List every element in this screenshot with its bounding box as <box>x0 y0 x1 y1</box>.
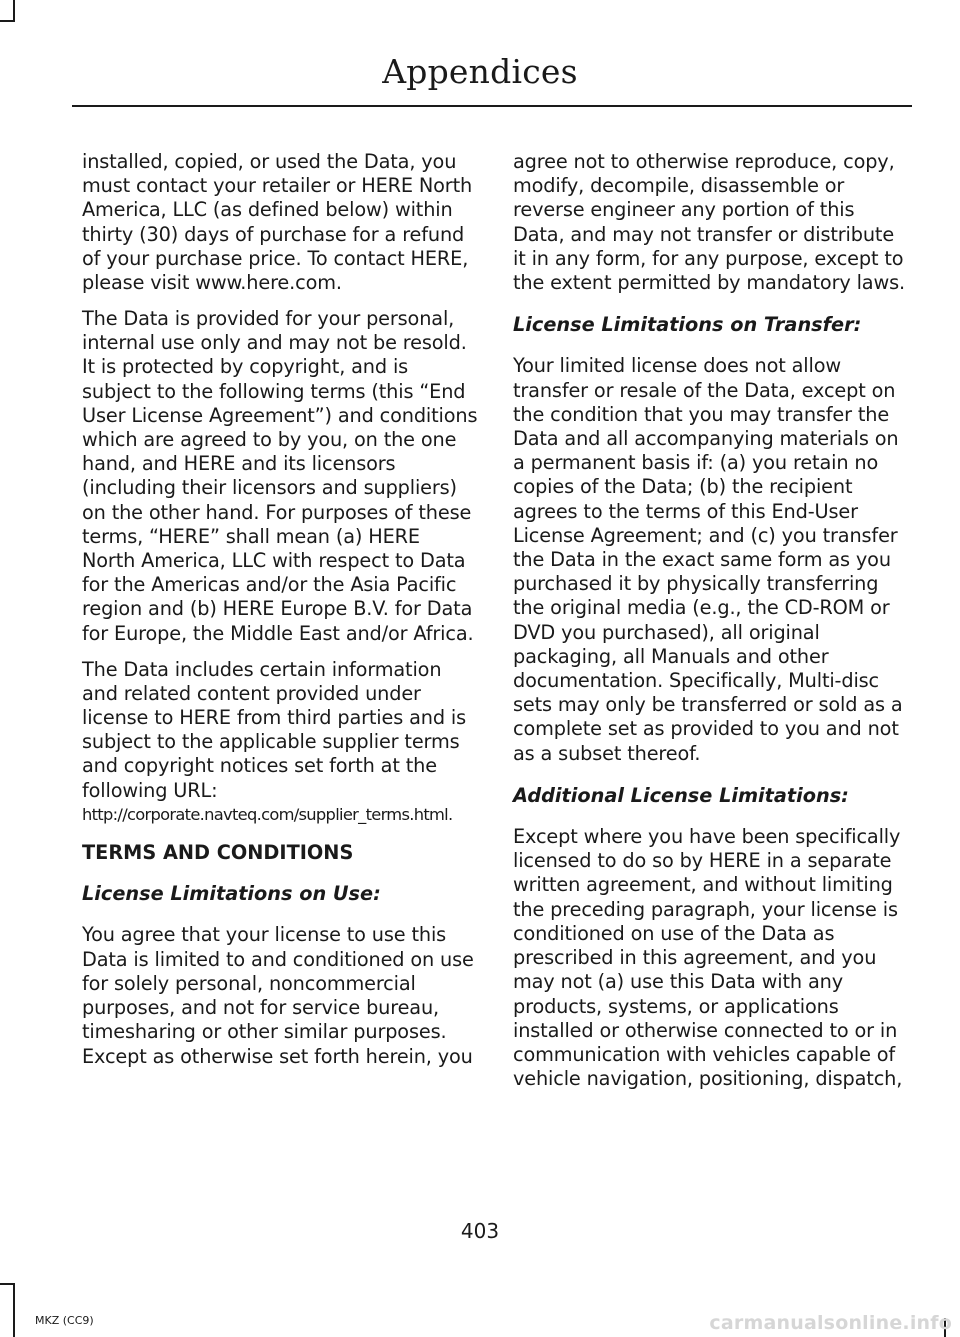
crop-mark-bottom-left <box>13 1283 15 1337</box>
subheading-additional: Additional License Limitations: <box>513 783 849 807</box>
paragraph: The Data is provided for your personal, internal use only and may not be resold. It is protected by copyright, and is subject to the following terms (this “End User License Agreement”) and conditions which are agreed to by you, on the one hand, and HERE and its licensors (including their licensors and suppliers) on the other hand. For purposes of these terms, “HERE” shall mean (a) HERE North America, LLC with respect to Data for the Americas and/or the Asia Pacific region and (b) HERE Europe B.V. for Data for Europe, the Middle East and/or Africa. <box>82 307 478 645</box>
left-column <box>82 150 478 1081</box>
crop-mark-top-left-horizontal <box>0 20 15 22</box>
page-number: 403 <box>460 1219 500 1243</box>
section-heading-terms: TERMS AND CONDITIONS <box>82 841 354 865</box>
paragraph: installed, copied, or used the Data, you must contact your retailer or HERE North America, LLC (as defined below) within thirty (30) days of purchase for a refund of your purchase price. To contact HERE, please visit www.here.com. <box>82 150 473 295</box>
watermark: carmanualsonline.info <box>709 1312 952 1334</box>
paragraph: Your limited license does not allow transfer or resale of the Data, except on the condition that you may transfer the Data and all accompanying materials on a permanent basis if: (a) you retain no copies of the Data; (b) the recipient agrees to the terms of this End-User License Agreement; and (c) you transfer the Data in the exact same form as you purchased it by physically transferring the original media (e.g., the CD-ROM or DVD you purchased), all original packaging, all Manuals and other documentation. Specifically, Multi-disc sets may only be transferred or sold as a complete set as provided to you and not as a subset thereof. <box>513 354 903 765</box>
header-divider <box>72 105 912 107</box>
paragraph: The Data includes certain information and related content provided under license to HERE from third parties and is subject to the applicable supplier terms and copyright notices set forth at the following URL: <box>82 657 466 802</box>
subheading-transfer: License Limitations on Transfer: <box>513 313 862 337</box>
crop-mark-bottom-left-horizontal <box>0 1283 15 1285</box>
page-title: Appendices <box>382 52 578 91</box>
paragraph: agree not to otherwise reproduce, copy, modify, decompile, disassemble or reverse engineer any portion of this Data, and may not transfer or distribute it in any form, for any purpose, except to the extent permitted by mandatory laws. <box>513 150 905 295</box>
subheading-use: License Limitations on Use: <box>82 882 381 906</box>
paragraph: You agree that your license to use this Data is limited to and conditioned on use for solely personal, noncommercial purposes, and not for service bureau, timesharing or other similar purposes. Except as otherwise set forth herein, you <box>82 923 474 1068</box>
paragraph: Except where you have been specifically licensed to do so by HERE in a separate written agreement, and without limiting the preceding paragraph, your license is conditioned on use of the Data as prescribed in this agreement, and you may not (a) use this Data with any products, systems, or applications installed or otherwise connected to or in communication with vehicles capable of vehicle navigation, positioning, dispatch, <box>513 825 903 1091</box>
crop-mark-top-left-vertical <box>13 0 15 22</box>
supplier-terms-url: http://corporate.navteq.com/supplier_terms.html. <box>82 804 453 824</box>
model-code: MKZ (CC9) <box>35 1314 94 1327</box>
right-column <box>513 150 909 1103</box>
